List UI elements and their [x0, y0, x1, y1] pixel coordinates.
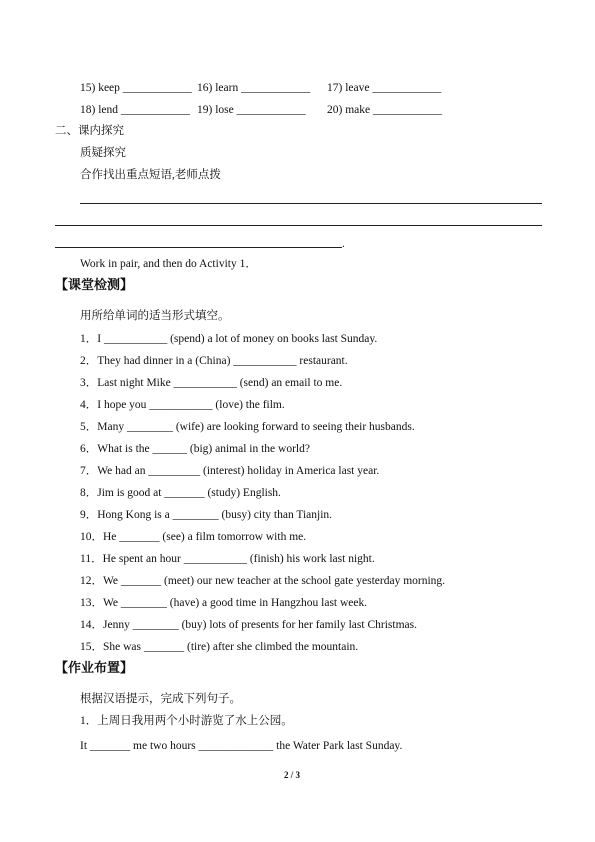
- check-item-2: 2．They had dinner in a (China) ___________ restaurant.: [80, 355, 348, 367]
- check-item-13: 13．We ________ (have) a good time in Hangzhou last week.: [80, 597, 368, 609]
- vocab-16: 16) learn ____________: [197, 82, 311, 94]
- check-instruction: 用所给单词的适当形式填空。: [80, 310, 230, 322]
- check-item-10: 10．He _______ (see) a film tomorrow with me.: [80, 531, 307, 543]
- check-item-3: 3．Last night Mike ___________ (send) an email to me.: [80, 377, 343, 389]
- check-item-7: 7．We had an _________ (interest) holiday in America last year.: [80, 465, 380, 477]
- section2-sub: 质疑探究: [80, 147, 126, 159]
- check-heading: 【课堂检测】: [55, 278, 134, 293]
- homework-q1-chinese: 1．上周日我用两个小时游览了水上公园。: [80, 715, 293, 727]
- answer-line-1[interactable]: [80, 203, 542, 204]
- check-item-1: 1．I ___________ (spend) a lot of money on books last Sunday.: [80, 333, 378, 345]
- section2-instruction: 合作找出重点短语,老师点拨: [80, 169, 221, 181]
- answer-line-2[interactable]: [55, 225, 542, 226]
- page-number: 2 / 3: [284, 770, 301, 780]
- vocab-15: 15) keep ____________: [80, 82, 192, 94]
- vocab-20: 20) make ____________: [327, 104, 442, 116]
- check-item-15: 15．She was _______ (tire) after she climbed the mountain.: [80, 641, 359, 653]
- homework-heading: 【作业布置】: [55, 661, 134, 676]
- section2-title: 二、课内探究: [55, 125, 124, 137]
- check-item-4: 4．I hope you ___________ (love) the film.: [80, 399, 285, 411]
- answer-line-3[interactable]: [55, 247, 342, 248]
- answer-end-mark: .: [342, 238, 345, 250]
- check-item-11: 11．He spent an hour ___________ (finish) his work last night.: [80, 553, 375, 565]
- check-item-8: 8．Jim is good at _______ (study) English.: [80, 487, 281, 499]
- pair-work-instruction: Work in pair, and then do Activity 1．: [80, 258, 257, 270]
- check-item-6: 6．What is the ______ (big) animal in the world?: [80, 443, 310, 455]
- check-item-12: 12．We _______ (meet) our new teacher at the school gate yesterday morning.: [80, 575, 446, 587]
- vocab-18: 18) lend ____________: [80, 104, 190, 116]
- vocab-17: 17) leave ____________: [327, 82, 442, 94]
- vocab-19: 19) lose ____________: [197, 104, 306, 116]
- check-item-9: 9．Hong Kong is a ________ (busy) city than Tianjin.: [80, 509, 333, 521]
- homework-instruction: 根据汉语提示，完成下列句子。: [80, 693, 241, 705]
- check-item-14: 14．Jenny ________ (buy) lots of presents for her family last Christmas.: [80, 619, 417, 631]
- check-item-5: 5．Many ________ (wife) are looking forward to seeing their husbands.: [80, 421, 415, 433]
- homework-q1-english: It _______ me two hours _____________ the Water Park last Sunday.: [80, 740, 403, 752]
